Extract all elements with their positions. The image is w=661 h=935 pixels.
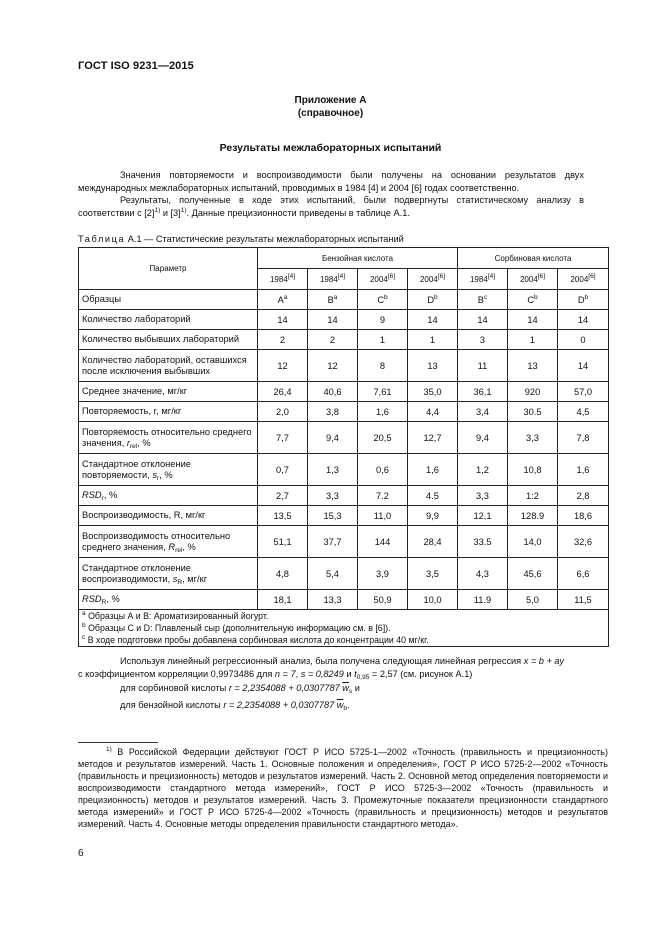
regression-sorbic — [78, 682, 608, 695]
table-cell: 12,1 — [458, 506, 508, 526]
table-row — [79, 558, 609, 590]
row-label-sub: r — [157, 474, 160, 482]
paragraph-1 — [78, 169, 584, 194]
sorbic-label: для сорбиновой кислоты — [120, 683, 227, 693]
sample-letter: D — [577, 294, 585, 305]
table-cell: 9,9 — [408, 506, 458, 526]
table-cell: 50,9 — [358, 590, 408, 610]
table-cell: 40,6 — [308, 382, 358, 402]
table-cell: 32,6 — [558, 526, 609, 558]
table-cell: 28,4 — [408, 526, 458, 558]
table-cell: 2,7 — [258, 486, 308, 506]
table-cell: 13 — [408, 350, 458, 382]
footnote-text: В Российской Федерации действуют ГОСТ Р ИСО 5725-1—2002 «Точность (правильность и прецизионность) методов и результатов измерений. Часть 1. Основные положения и определения», ГОСТ Р ИСО 5725-2—2002 «Точность (правильность и прецизионность) методов и результатов измерений. Часть 2. Основной метод определения повторяемости и воспроизводимости стандартного метода измерений», ГОСТ Р ИСО 5725-3—2002 «Точность (правильность и прецизионность) методов и результатов измерений. Часть 3. Промежуточные показатели прецизионности стандартного метода измерений» и ГОСТ Р ИСО 5725-4—2002 «Точность (правильность и прецизионность) методов и результатов измерений. Часть 4. Основные методы определения правильности стандартного метода». — [78, 747, 608, 829]
table-cell: 3,8 — [308, 402, 358, 422]
year-value: 2004 — [369, 274, 388, 284]
table-cell: 3,3 — [508, 422, 558, 454]
sample-mark: b — [584, 293, 589, 301]
table-cell: 1:2 — [508, 486, 558, 506]
table-cell: 1,2 — [458, 454, 508, 486]
sample-cell — [258, 290, 308, 310]
sample-letter: D — [427, 294, 435, 305]
table-row — [79, 486, 609, 506]
sample-cell — [508, 290, 558, 310]
regression-text-2: с коэффициентом корреляции 0,9973486 для — [78, 668, 273, 679]
table-cell: 10,8 — [508, 454, 558, 486]
row-label-post: , мг/кг — [182, 573, 208, 584]
table-cell: 8 — [358, 350, 408, 382]
table-cell: 1 — [508, 330, 558, 350]
year-ref: [6] — [588, 272, 596, 280]
year-header — [258, 269, 308, 290]
paragraph-2-text-b: и [3] — [160, 207, 181, 218]
table-row — [79, 422, 609, 454]
year-value: 1984 — [469, 274, 488, 284]
row-label-var: s — [172, 573, 178, 584]
table-caption-text: А.1 — Статистические результаты межлабораторных испытаний — [125, 234, 404, 244]
year-ref: [4] — [287, 272, 296, 280]
row-label: Среднее значение, мг/кг — [79, 382, 258, 402]
year-value: 1984 — [269, 274, 288, 284]
row-label — [79, 558, 258, 590]
paragraph-2-text-a: Результаты, полученные в ходе этих испытаний, были подвергнуты статистическому анализу в соответствии с [2] — [78, 195, 584, 218]
table-cell: 7.2 — [358, 486, 408, 506]
table-note — [82, 622, 605, 634]
table-cell: 11,5 — [558, 590, 609, 610]
regression-text-1: Используя линейный регрессионный анализ, была получена следующая линейная регрессия — [120, 656, 522, 666]
table-cell: 10,0 — [408, 590, 458, 610]
table-notes — [79, 610, 609, 647]
note-mark: c — [82, 634, 86, 641]
table-cell: 12 — [258, 350, 308, 382]
row-label: Количество выбывших лабораторий — [79, 330, 258, 350]
table-cell: 4,8 — [258, 558, 308, 590]
benzoic-w-sub: b — [343, 704, 348, 712]
table-cell: 14 — [558, 310, 609, 330]
row-label: Количество лабораторий — [79, 310, 258, 330]
sample-mark: b — [534, 293, 538, 301]
table-cell: 2 — [308, 330, 358, 350]
year-value: 2004 — [570, 274, 589, 284]
note-mark: a — [82, 610, 86, 617]
row-label-pre: Стандартное отклонение воспроизводимости, — [82, 563, 191, 584]
year-value: 2004 — [419, 274, 438, 284]
year-header — [558, 269, 609, 290]
row-label-sub: r — [101, 495, 104, 503]
note-text: Образцы С и D: Плавленый сыр (дополнительную информацию см. в [6]). — [88, 623, 391, 633]
row-label-post: , % — [103, 490, 118, 501]
row-label: Воспроизводимость, R, мг/кг — [79, 506, 258, 526]
table-cell: 1,6 — [358, 402, 408, 422]
row-label — [79, 486, 258, 506]
table-cell: 3,5 — [408, 558, 458, 590]
table-cell: 14 — [558, 350, 609, 382]
table-cell: 0,6 — [358, 454, 408, 486]
table-cell: 3,3 — [308, 486, 358, 506]
footnote-ref: 1) — [180, 206, 187, 214]
table-cell: 35,0 — [408, 382, 458, 402]
table-cell: 14,0 — [508, 526, 558, 558]
row-label-post: , % — [182, 541, 196, 552]
table-row — [79, 454, 609, 486]
regression-n: n = 7 — [274, 668, 296, 679]
table-cell: 2,0 — [258, 402, 308, 422]
group-header-sorbic: Сорбиновая кислота — [458, 248, 609, 269]
year-ref: [6] — [387, 272, 396, 280]
table-cell: 33.5 — [458, 526, 508, 558]
table-cell: 57,0 — [558, 382, 609, 402]
table-cell: 14 — [458, 310, 508, 330]
table-caption-word: Таблица — [78, 234, 126, 244]
year-ref: [6] — [537, 272, 546, 280]
year-ref: [4] — [487, 272, 496, 280]
regression-t-sub: 0,95 — [356, 673, 370, 681]
year-header — [508, 269, 558, 290]
table-cell: 7,8 — [558, 422, 609, 454]
appendix-heading — [0, 94, 661, 120]
table-cell: 12 — [308, 350, 358, 382]
table-cell: 5,4 — [308, 558, 358, 590]
regression-equation: x = b + ay — [523, 656, 565, 666]
table-cell: 14 — [258, 310, 308, 330]
table-cell: 12,7 — [408, 422, 458, 454]
table-cell: 51,1 — [258, 526, 308, 558]
table-cell: 2 — [258, 330, 308, 350]
table-cell: 3,3 — [458, 486, 508, 506]
table-cell: 13 — [508, 350, 558, 382]
table-row — [79, 526, 609, 558]
table-cell: 11,0 — [358, 506, 408, 526]
table-cell: 9 — [358, 310, 408, 330]
group-header-benzoic: Бензойная кислота — [258, 248, 458, 269]
row-label-sub: R — [101, 599, 107, 607]
sorbic-w: $\overline{w}$ — [342, 683, 349, 693]
param-header: Параметр — [79, 248, 258, 290]
sample-letter: B — [327, 294, 334, 305]
footnote-divider — [78, 742, 158, 743]
table-cell: 9,4 — [458, 422, 508, 454]
year-ref: [6] — [437, 272, 446, 280]
standard-number: ГОСТ ISO 9231—2015 — [78, 60, 194, 72]
precision-table — [78, 247, 609, 647]
note-mark: b — [82, 622, 86, 629]
sample-letter: C — [527, 294, 535, 305]
row-label-post: , % — [106, 594, 120, 605]
row-label-sub: R — [177, 578, 183, 586]
table-cell: 11.9 — [458, 590, 508, 610]
table-note — [82, 634, 605, 646]
row-label: Количество лабораторий, оставшихся после исключения выбывших — [79, 350, 258, 382]
table-cell: 13,5 — [258, 506, 308, 526]
sample-letter: C — [377, 294, 385, 305]
table-cell: 20,5 — [358, 422, 408, 454]
table-cell: 14 — [408, 310, 458, 330]
paragraph-1-text: Значения повторяемости и воспроизводимости были получены на основании результатов двух международных межлабораторных испытаний, проводимых в 1984 [4] и 2004 [6] годах соответственно. — [78, 170, 584, 193]
sample-cell — [408, 290, 458, 310]
table-cell: 4,4 — [408, 402, 458, 422]
table-cell: 4,3 — [458, 558, 508, 590]
paragraph-2-text-c: . Данные прецизионности приведены в таблице А.1. — [186, 207, 410, 218]
table-cell: 26,4 — [258, 382, 308, 402]
row-label — [79, 526, 258, 558]
sample-mark: b — [384, 293, 388, 301]
table-cell: 3 — [458, 330, 508, 350]
table-cell: 4.5 — [408, 486, 458, 506]
sample-mark: b — [434, 293, 438, 301]
row-label-sub: rel — [130, 442, 138, 450]
table-cell: 1,3 — [308, 454, 358, 486]
regression-block — [78, 655, 608, 711]
table-row — [79, 350, 609, 382]
row-label — [79, 422, 258, 454]
table-cell: 7,61 — [358, 382, 408, 402]
appendix-status: (справочное) — [297, 108, 364, 119]
regression-benzoic: для бензойной кислоты r = 2,2354088 + 0,0307787 $\overline{w}_b$. — [120, 699, 350, 712]
benzoic-w: $\overline{w}$ — [336, 699, 344, 710]
year-header — [458, 269, 508, 290]
sample-letter: A — [277, 294, 284, 305]
row-label-post: , % — [137, 437, 151, 448]
sample-mark: a — [283, 293, 288, 301]
regression-line-1 — [78, 655, 608, 668]
benzoic-formula: r = 2,2354088 + 0,0307787 — [223, 699, 335, 710]
row-label-pre: Воспроизводимость относительно среднего значения, — [82, 531, 231, 552]
table-cell: 7,7 — [258, 422, 308, 454]
row-label-sub: rel — [175, 546, 183, 554]
year-header — [358, 269, 408, 290]
table-note — [82, 610, 605, 622]
sample-mark: a — [333, 293, 338, 301]
regression-t: t — [354, 668, 357, 679]
regression-s: s = 0,8249 — [300, 668, 344, 679]
table-cell: 18,1 — [258, 590, 308, 610]
appendix-title: Приложение А — [294, 95, 367, 106]
sample-letter: B — [477, 294, 484, 305]
row-label-var: RSD — [82, 594, 102, 605]
table-cell: 6,6 — [558, 558, 609, 590]
table-cell: 2,8 — [558, 486, 609, 506]
year-value: 1984 — [319, 274, 338, 284]
table-row — [79, 382, 609, 402]
sample-cell — [458, 290, 508, 310]
page-number: 6 — [78, 848, 84, 859]
sample-cell — [358, 290, 408, 310]
row-label-pre: Повторяемость относительно среднего значения, — [82, 427, 252, 448]
benzoic-label: для бензойной кислоты — [120, 699, 221, 710]
table-notes-row — [79, 610, 609, 647]
table-cell: 1 — [358, 330, 408, 350]
table-cell: 14 — [308, 310, 358, 330]
table-cell: 1 — [408, 330, 458, 350]
table-row — [79, 330, 609, 350]
table-cell: 0,7 — [258, 454, 308, 486]
row-label-var: RSD — [82, 490, 102, 501]
table-cell: 14 — [508, 310, 558, 330]
row-label-var: r — [126, 437, 131, 448]
year-value: 2004 — [519, 274, 538, 284]
paragraph-2 — [78, 194, 584, 219]
row-label-pre: Стандартное отклонение повторяемости, — [82, 459, 191, 480]
row-label — [79, 590, 258, 610]
note-text: Образцы А и В: Ароматизированный йогурт. — [88, 611, 269, 621]
table-cell: 4,5 — [558, 402, 609, 422]
table-row — [79, 506, 609, 526]
year-header — [408, 269, 458, 290]
row-label-var: s — [152, 469, 158, 480]
table-cell: 0 — [558, 330, 609, 350]
footnote — [78, 746, 608, 830]
table-cell: 144 — [358, 526, 408, 558]
row-label-var: R — [168, 541, 176, 552]
table-cell: 128.9 — [508, 506, 558, 526]
sample-mark: c — [483, 293, 488, 301]
table-caption — [78, 234, 404, 244]
year-ref: [4] — [337, 272, 346, 280]
year-header — [308, 269, 358, 290]
table-cell: 3,4 — [458, 402, 508, 422]
samples-label: Образцы — [79, 290, 258, 310]
row-label — [79, 454, 258, 486]
table-row — [79, 590, 609, 610]
sorbic-w-sub: s — [348, 688, 353, 695]
sample-cell — [308, 290, 358, 310]
row-label: Повторяемость, r, мг/кг — [79, 402, 258, 422]
table-cell: 45,6 — [508, 558, 558, 590]
table-cell: 36,1 — [458, 382, 508, 402]
table-cell: 30.5 — [508, 402, 558, 422]
table-cell: 5,0 — [508, 590, 558, 610]
table-row — [79, 402, 609, 422]
footnote-mark: 1) — [106, 746, 112, 753]
footnote-ref: 1) — [154, 206, 161, 214]
table-cell: 15,3 — [308, 506, 358, 526]
table-cell: 11 — [458, 350, 508, 382]
table-cell: 18,6 — [558, 506, 609, 526]
regression-text-3: = 2,57 (см. рисунок А.1) — [369, 668, 473, 679]
sorbic-formula: r = 2,2354088 + 0,0307787 — [228, 683, 340, 693]
table-cell: 9,4 — [308, 422, 358, 454]
row-label-post: , % — [159, 469, 173, 480]
note-text: В ходе подготовки пробы добавлена сорбиновая кислота до концентрации 40 мг/кг. — [87, 635, 429, 645]
sorbic-and: и — [354, 683, 360, 693]
regression-line-2: с коэффициентом корреляции 0,9973486 для n = 7, s = 0,8249 и $t_{0,95} = 2,57$ (см. рисунок А.1) — [78, 668, 473, 681]
table-cell: 3,9 — [358, 558, 408, 590]
table-cell: 920 — [508, 382, 558, 402]
table-cell: 1,6 — [558, 454, 609, 486]
section-title: Результаты межлабораторных испытаний — [219, 142, 442, 154]
sample-cell — [558, 290, 609, 310]
table-cell: 13,3 — [308, 590, 358, 610]
table-cell: 1,6 — [408, 454, 458, 486]
table-row — [79, 310, 609, 330]
table-cell: 37,7 — [308, 526, 358, 558]
